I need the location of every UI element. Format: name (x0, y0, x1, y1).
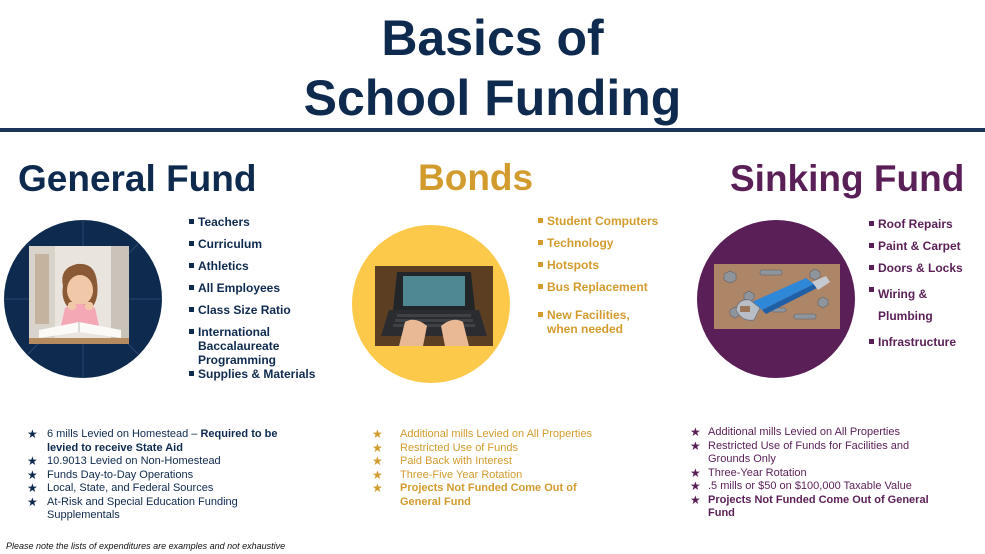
list-item: Class Size Ratio (189, 303, 349, 317)
fact-item (27, 482, 307, 496)
sinking-fund-facts (690, 426, 950, 521)
star-icon: ★ (690, 465, 701, 480)
fact-text: 6 mills Levied on Homestead – (47, 428, 201, 440)
star-icon: ★ (372, 454, 383, 468)
title-line-1: Basics of (381, 10, 604, 66)
fact-item (690, 440, 950, 467)
star-icon: ★ (27, 454, 38, 468)
fact-text: .5 mills or $50 on $100,000 Taxable Value (708, 480, 912, 492)
fact-emphasis: Projects Not Funded Come Out of General Fund (708, 493, 929, 519)
list-item: Supplies & Materials (189, 367, 349, 381)
list-item: Curriculum (189, 237, 349, 251)
star-icon: ★ (372, 427, 383, 441)
laptop-typing-illustration (375, 266, 493, 346)
list-item: Roof Repairs (869, 217, 979, 231)
list-item: Teachers (189, 215, 349, 229)
star-icon: ★ (372, 467, 383, 482)
fact-text: Three-Five Year Rotation (400, 468, 523, 481)
fact-item (27, 469, 307, 483)
list-item: Athletics (189, 259, 349, 273)
star-icon: ★ (690, 438, 701, 453)
sinking-fund-heading: Sinking Fund (730, 158, 965, 199)
fact-item (690, 426, 950, 440)
list-item: Bus Replacement (538, 280, 668, 294)
child-reading-illustration (29, 246, 129, 344)
list-item: Technology (538, 236, 668, 250)
wrench-illustration (714, 264, 840, 329)
fact-item (372, 482, 612, 509)
fact-text: Three-Year Rotation (708, 466, 807, 479)
fact-item (27, 496, 307, 523)
fact-emphasis: Required to be levied to receive State Aid (47, 428, 278, 454)
fact-item (690, 467, 950, 481)
fact-text: At-Risk and Special Education Funding Supplementals (47, 495, 238, 521)
fact-item (690, 494, 950, 521)
list-item: Wiring & Plumbing (869, 283, 939, 327)
star-icon: ★ (27, 494, 38, 509)
fact-text: Paid Back with Interest (400, 455, 512, 467)
fact-item (372, 469, 612, 483)
list-item: Hotspots (538, 258, 668, 272)
list-item: Student Computers (538, 214, 668, 228)
sinking-fund-items (869, 217, 979, 349)
bonds-items (538, 214, 668, 336)
general-fund-items (189, 215, 349, 381)
list-item: All Employees (189, 281, 349, 295)
list-item: New Facilities, when needed (538, 308, 638, 336)
fact-item (372, 442, 612, 456)
fact-item (27, 428, 307, 455)
fact-text: Restricted Use of Funds (400, 441, 518, 454)
star-icon: ★ (372, 481, 383, 495)
star-icon: ★ (690, 425, 701, 439)
general-fund-facts (27, 428, 307, 523)
fact-text: Additional mills Levied on All Properties (708, 426, 900, 438)
fact-text: 10.9013 Levied on Non-Homestead (47, 455, 221, 467)
footnote: Please note the lists of expenditures are examples and not exhaustive (6, 541, 286, 551)
child-reading-photo (29, 246, 129, 344)
laptop-typing-photo (375, 266, 493, 346)
fact-item (690, 480, 950, 494)
star-icon: ★ (372, 440, 383, 455)
star-icon: ★ (27, 481, 38, 495)
star-icon: ★ (27, 467, 38, 482)
list-item: Doors & Locks (869, 261, 979, 275)
list-item: Paint & Carpet (869, 239, 979, 253)
star-icon: ★ (27, 427, 38, 441)
wrench-and-bolts-photo (714, 264, 840, 329)
fact-text: Additional mills Levied on All Properties (400, 428, 592, 440)
title-divider (0, 128, 985, 132)
general-fund-heading: General Fund (18, 158, 257, 199)
star-icon: ★ (690, 479, 701, 493)
list-item: Infrastructure (869, 335, 979, 349)
star-icon: ★ (690, 492, 701, 507)
fact-item (372, 428, 612, 442)
fact-item (27, 455, 307, 469)
fact-text: Local, State, and Federal Sources (47, 482, 214, 494)
list-item: International Baccalaureate Programming (189, 325, 299, 367)
fact-text: Restricted Use of Funds for Facilities and Grounds Only (708, 439, 910, 465)
title-line-2: School Funding (303, 70, 682, 126)
fact-emphasis: Projects Not Funded Come Out of General Fund (400, 482, 577, 508)
fact-text: Funds Day-to-Day Operations (47, 468, 194, 481)
bonds-heading: Bonds (418, 157, 534, 198)
fact-item (372, 455, 612, 469)
bonds-facts (372, 428, 612, 509)
